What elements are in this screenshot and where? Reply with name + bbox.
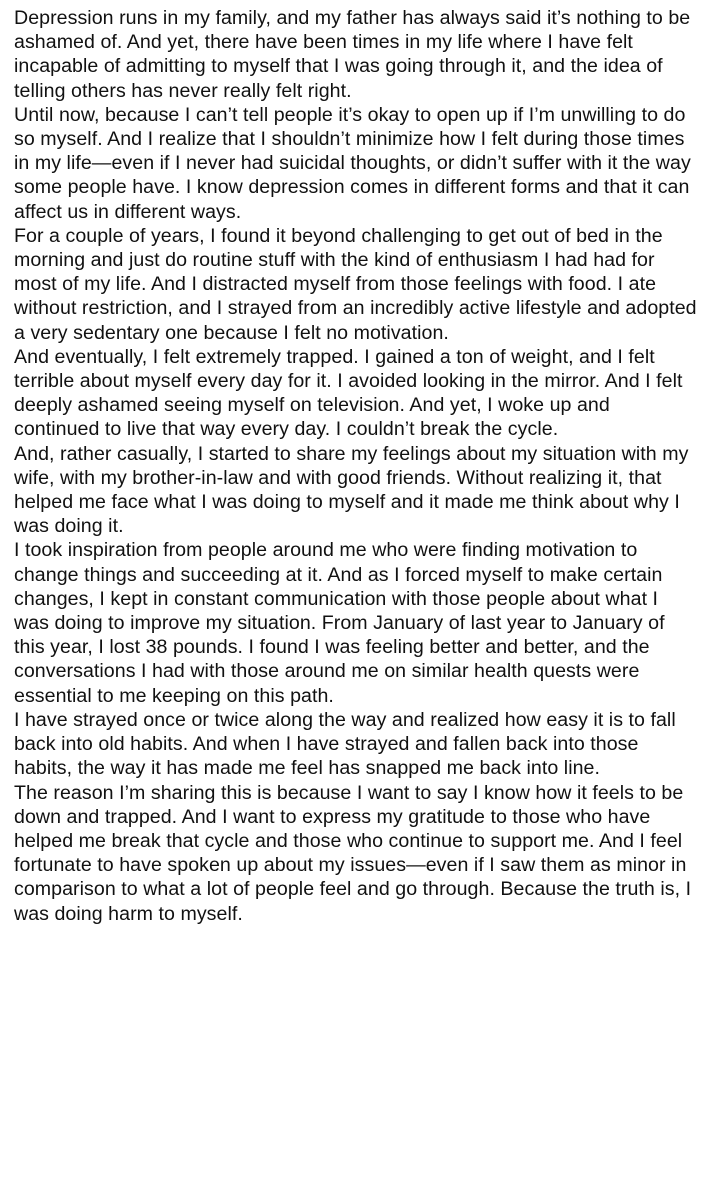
paragraph-7: I have strayed once or twice along the way and realized how easy it is to fall back into old habits. And when I have strayed and fallen back into those habits, the way it has made me feel has snapped me back into line. <box>14 708 676 780</box>
paragraph-3: For a couple of years, I found it beyond challenging to get out of bed in the morning and just do routine stuff with the kind of enthusiasm I had had for most of my life. And I distracted myself from those feelings with food. I ate without restriction, and I strayed from an incredibly active lifestyle and adopted a very sedentary one because I felt no motivation. <box>14 224 697 344</box>
paragraph-6: I took inspiration from people around me who were finding motivation to change things and succeeding at it. And as I forced myself to make certain changes, I kept in constant communication with those people about what I was doing to improve my situation. From January of last year to January of this year, I lost 38 pounds. I found I was feeling better and better, and the conversations I had with those around me on similar health quests were essential to me keeping on this path. <box>14 539 665 707</box>
paragraph-2: Until now, because I can’t tell people it’s okay to open up if I’m unwilling to do so myself. And I realize that I shouldn’t minimize how I felt during those times in my life—even if I never had suicidal thoughts, or didn’t suffer with it the way some people have. I know depression comes in different forms and that it can affect us in different ways. <box>14 103 691 223</box>
paragraph-5: And, rather casually, I started to share my feelings about my situation with my wife, with my brother-in-law and with good friends. Without realizing it, that helped me face what I was doing to myself and it made me think about why I was doing it. <box>14 442 689 538</box>
paragraph-4: And eventually, I felt extremely trapped. I gained a ton of weight, and I felt terrible about myself every day for it. I avoided looking in the mirror. And I felt deeply ashamed seeing myself on television. And yet, I woke up and continued to live that way every day. I couldn’t break the cycle. <box>14 345 683 441</box>
paragraph-8: The reason I’m sharing this is because I want to say I know how it feels to be down and trapped. And I want to express my gratitude to those who have helped me break that cycle and those who continue to support me. And I feel fortunate to have spoken up about my issues—even if I saw them as minor in comparison to what a lot of people feel and go through. Because the truth is, I was doing harm to myself. <box>14 781 692 925</box>
paragraph-1: Depression runs in my family, and my father has always said it’s nothing to be ashamed of. And yet, there have been times in my life where I have felt incapable of admitting to myself that I was going through it, and the idea of telling others has never really felt right. <box>14 7 691 102</box>
